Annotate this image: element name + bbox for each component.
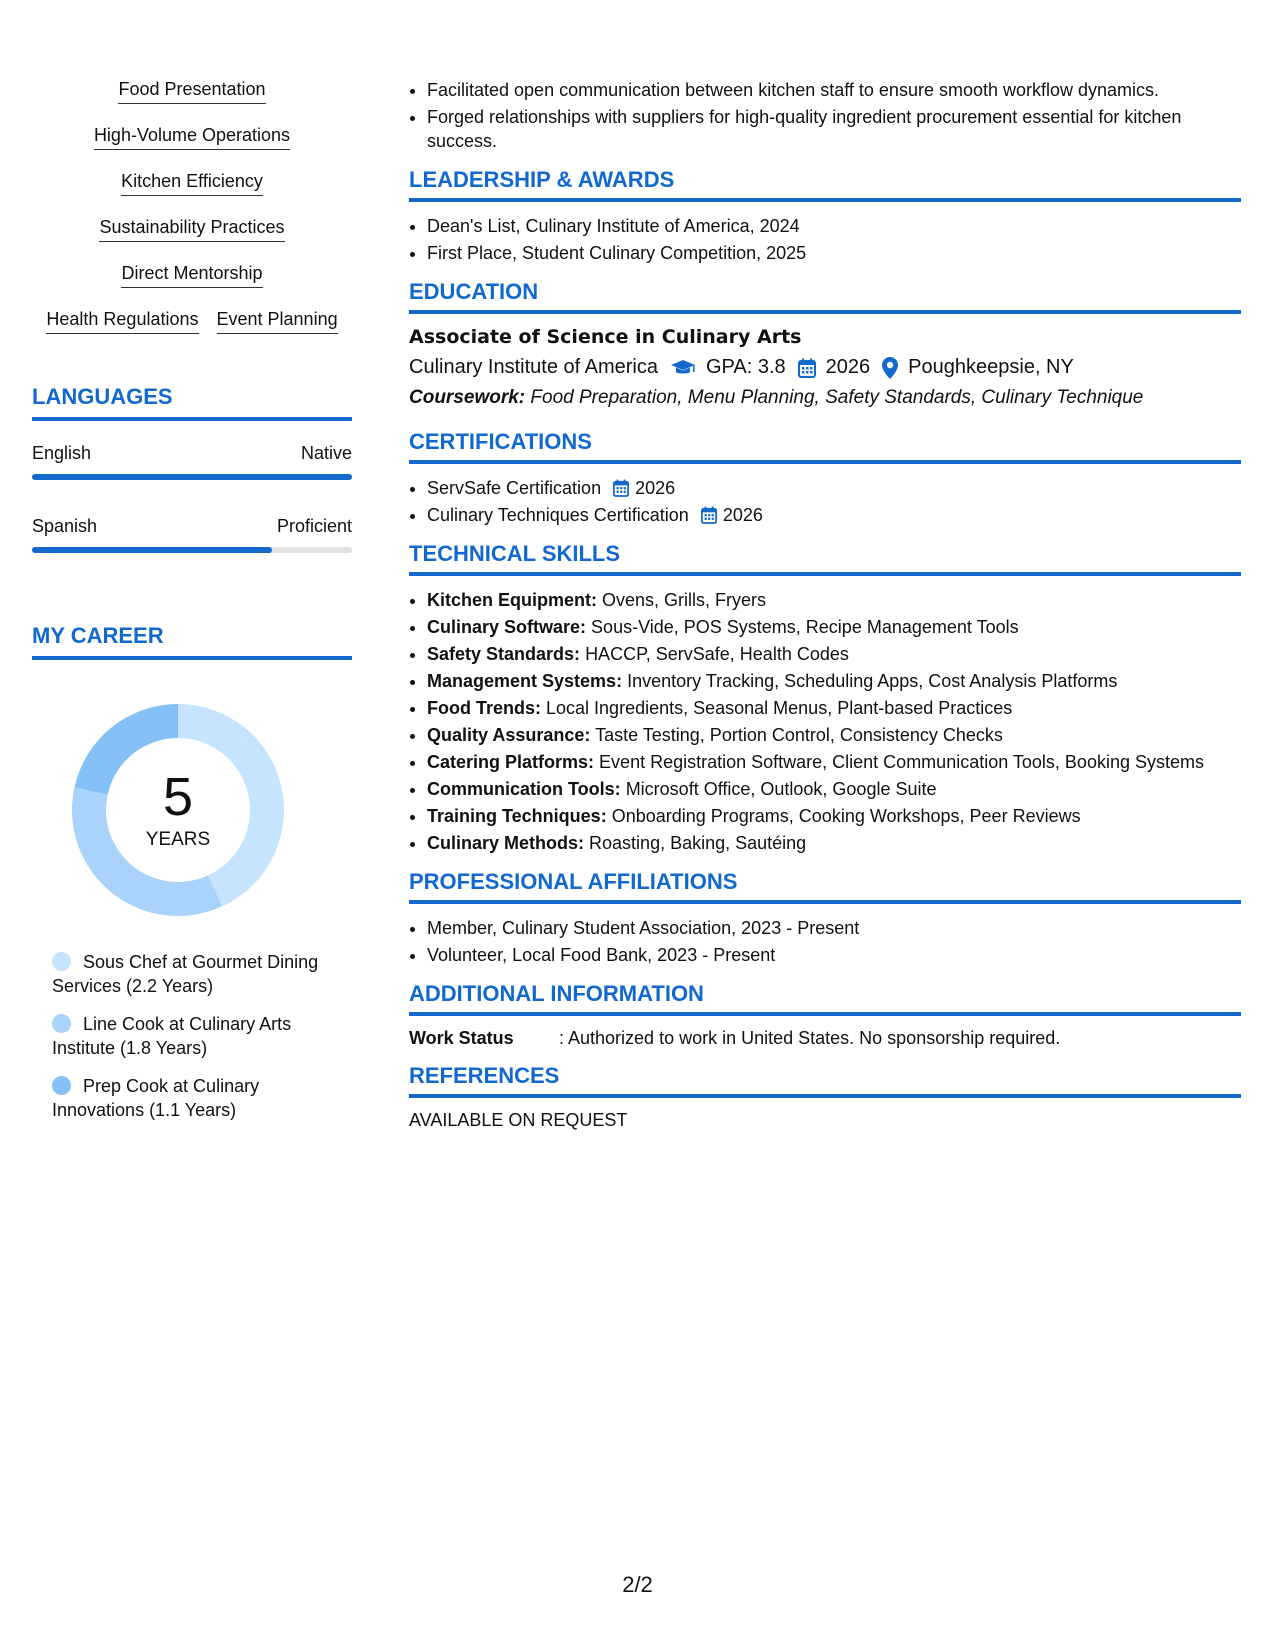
certification-name: ServSafe Certification [427, 478, 602, 498]
legend-label: Sous Chef at Gourmet Dining Services (2.2 Years) [52, 952, 319, 996]
education-year: 2026 [825, 356, 871, 378]
skill-value: Sous-Vide, POS Systems, Recipe Management Tools [591, 617, 1019, 637]
list-item [427, 476, 1241, 500]
calendar-icon [701, 506, 717, 524]
certifications-list [409, 476, 1241, 527]
career-title: MY CAREER [32, 623, 352, 660]
list-item: • Volunteer, Local Food Bank, 2023 - Present [427, 943, 1241, 967]
list-item [427, 615, 1241, 639]
leadership-list [409, 214, 1241, 265]
location-pin-icon [882, 357, 898, 379]
language-item [32, 443, 352, 480]
skill-value: Roasting, Baking, Sautéing [589, 833, 807, 853]
experience-bullets [409, 78, 1241, 153]
skill-label: Culinary Software: [427, 617, 587, 637]
education-gpa: GPA: 3.8 [706, 356, 786, 378]
certification-name: Culinary Techniques Certification [427, 505, 689, 525]
skill-tag: Kitchen Efficiency [121, 170, 263, 196]
graduation-cap-icon [670, 358, 696, 378]
language-bar-fill [32, 474, 352, 480]
list-item [427, 777, 1241, 801]
sidebar [32, 78, 352, 1136]
career-donut-chart [58, 690, 298, 930]
education-school: Culinary Institute of America [409, 356, 658, 378]
skill-tag: Direct Mentorship [121, 262, 262, 288]
career-section [32, 623, 352, 1122]
coursework-label: Coursework: [409, 387, 526, 408]
list-item [427, 588, 1241, 612]
technical-skills-list [409, 588, 1241, 855]
skill-value: Ovens, Grills, Fryers [602, 590, 767, 610]
affiliations-list [409, 916, 1241, 967]
calendar-icon [613, 479, 629, 497]
references-text: AVAILABLE ON REQUEST [409, 1110, 628, 1130]
legend-dot-icon [52, 952, 71, 971]
leadership-title: LEADERSHIP & AWARDS [409, 167, 1241, 202]
references-title: REFERENCES [409, 1063, 1241, 1098]
list-item [427, 669, 1241, 693]
page-number: 2/2 [622, 1572, 653, 1597]
affiliations-title: PROFESSIONAL AFFILIATIONS [409, 869, 1241, 904]
list-item: • First Place, Student Culinary Competition, 2025 [427, 241, 1241, 265]
skill-value: Onboarding Programs, Cooking Workshops, Peer Reviews [611, 806, 1081, 826]
legend-label: Line Cook at Culinary Arts Institute (1.8 Years) [52, 1014, 292, 1058]
list-item: • Facilitated open communication between kitchen staff to ensure smooth workflow dynamics. [427, 78, 1241, 102]
career-legend-item [52, 950, 352, 998]
education-coursework [409, 387, 1241, 409]
legend-dot-icon [52, 1076, 71, 1095]
skill-label: Safety Standards: [427, 644, 581, 664]
language-bar-fill [32, 547, 272, 553]
skill-tag: Health Regulations [46, 308, 198, 334]
skill-label: Catering Platforms: [427, 752, 595, 772]
work-status-label: Work Status [409, 1028, 514, 1048]
list-item [427, 750, 1241, 774]
skill-label: Management Systems: [427, 671, 623, 691]
work-status-row [409, 1028, 1241, 1049]
list-item [427, 831, 1241, 855]
list-item [427, 804, 1241, 828]
certifications-title: CERTIFICATIONS [409, 429, 1241, 464]
language-name: English [32, 443, 92, 463]
language-item [32, 516, 352, 553]
language-name: Spanish [32, 516, 98, 536]
skill-value: Taste Testing, Portion Control, Consistency Checks [595, 725, 1003, 745]
education-location: Poughkeepsie, NY [908, 356, 1074, 378]
skill-label: Kitchen Equipment: [427, 590, 597, 610]
skill-tag: Sustainability Practices [99, 216, 284, 242]
skill-label: Communication Tools: [427, 779, 621, 799]
additional-info-title: ADDITIONAL INFORMATION [409, 981, 1241, 1016]
languages-title: LANGUAGES [32, 384, 352, 421]
list-item [427, 723, 1241, 747]
technical-skills-title: TECHNICAL SKILLS [409, 541, 1241, 576]
career-legend-item [52, 1074, 352, 1122]
education-title: EDUCATION [409, 279, 1241, 314]
skill-value: Microsoft Office, Outlook, Google Suite [625, 779, 937, 799]
skills-list [32, 78, 352, 354]
work-status-value: : Authorized to work in United States. No sponsorship required. [559, 1028, 1061, 1048]
career-legend-item [52, 1012, 352, 1060]
skill-tag: Food Presentation [118, 78, 265, 104]
list-item: • Forged relationships with suppliers for high-quality ingredient procurement essential for kitchen success. [427, 105, 1241, 153]
list-item: • Member, Culinary Student Association, 2023 - Present [427, 916, 1241, 940]
certification-year: 2026 [635, 478, 676, 498]
language-level: Proficient [276, 516, 352, 536]
legend-label: Prep Cook at Culinary Innovations (1.1 Years) [52, 1076, 260, 1120]
skill-label: Quality Assurance: [427, 725, 591, 745]
education-details [409, 356, 1241, 379]
career-center [58, 690, 298, 930]
legend-dot-icon [52, 1014, 71, 1033]
skill-value: Inventory Tracking, Scheduling Apps, Cost Analysis Platforms [627, 671, 1118, 691]
languages-section [32, 384, 352, 553]
skill-value: Local Ingredients, Seasonal Menus, Plant-based Practices [546, 698, 1013, 718]
skill-tag: High-Volume Operations [94, 124, 290, 150]
list-item [427, 503, 1241, 527]
language-level: Native [300, 443, 352, 463]
education-degree: Associate of Science in Culinary Arts [409, 326, 802, 348]
certification-year: 2026 [722, 505, 763, 525]
skill-value: Event Registration Software, Client Communication Tools, Booking Systems [599, 752, 1204, 772]
skill-label: Food Trends: [427, 698, 541, 718]
career-total-unit: YEARS [145, 829, 211, 850]
list-item: • Dean's List, Culinary Institute of America, 2024 [427, 214, 1241, 238]
language-bar [32, 474, 352, 480]
list-item [427, 696, 1241, 720]
list-item [427, 642, 1241, 666]
skill-value: HACCP, ServSafe, Health Codes [585, 644, 849, 664]
language-bar [32, 547, 352, 553]
career-legend [32, 950, 352, 1122]
skill-tag: Event Planning [217, 308, 338, 334]
career-total-number: 5 [162, 767, 194, 827]
skill-label: Training Techniques: [427, 806, 607, 826]
main-column [409, 78, 1241, 1131]
skill-label: Culinary Methods: [427, 833, 585, 853]
calendar-icon [798, 358, 816, 378]
coursework-value: Food Preparation, Menu Planning, Safety Standards, Culinary Technique [530, 387, 1144, 408]
